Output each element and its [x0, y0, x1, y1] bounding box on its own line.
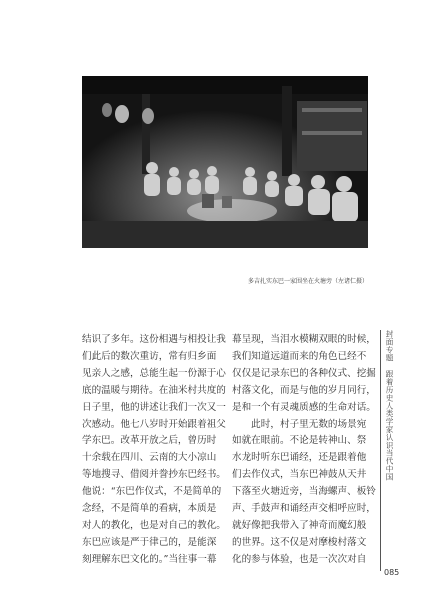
photo-caption: 多吉扎实东巴一家围坐在火塘旁（左诸仁摄）	[247, 278, 368, 285]
text-line: 如就在眼前。不论是转神山、祭	[232, 435, 367, 447]
text-line: 我们知道远道而来的角色已经不	[232, 350, 367, 362]
family-photo	[82, 76, 368, 248]
sidebar-subtitle: 跟着历史人类学家认识当代中国	[385, 370, 394, 481]
text-line: 等地搜寻、借阅并誊抄东巴经书。	[82, 469, 226, 481]
text-line: 日子里，他的讲述让我们一次又一	[82, 401, 226, 413]
sidebar-divider	[380, 330, 381, 571]
text-line: 次感动。他七八岁时开始跟着祖父	[82, 418, 226, 430]
text-line: 们此后的数次重访，常有归乡面	[82, 350, 217, 362]
photo-illustration	[82, 76, 368, 248]
text-line: 学东巴。改革开放之后，曾历时	[82, 435, 217, 447]
text-line: 下落至火塘近旁，当海螺声、板铃	[232, 486, 376, 498]
sidebar-section-label: 封面专题	[385, 330, 394, 362]
text-line: 底的温暖与期待。在油米村共度的	[82, 384, 226, 396]
text-line: 他说：“东巴作仪式，不是简单的	[82, 486, 222, 498]
text-line: 此时，村子里无数的场景宛	[232, 418, 367, 430]
text-line: 的世界。这不仅是对摩梭村落文	[232, 536, 367, 548]
text-line: 就好像把我带入了神奇而魔幻般	[232, 519, 367, 531]
text-line: 化的参与体验，也是一次次对自	[232, 553, 367, 565]
text-line: 念经，不是简单的看病，本质是	[82, 503, 217, 515]
text-line: 对人的教化，也是对自己的教化。	[82, 519, 226, 531]
text-line: 村落文化，而是与他的岁月同行，	[232, 384, 376, 396]
page-number: 085	[384, 568, 400, 577]
text-line: 结识了多年。这份相遇与相投让我	[82, 334, 226, 345]
text-line: 是和一个有灵魂质感的生命对话。	[232, 401, 376, 413]
text-line: 十余载在四川、云南的大小凉山	[82, 452, 217, 464]
text-line: 仅仅是记录东巴的各种仪式、挖掘	[232, 367, 376, 379]
text-column-right	[232, 332, 376, 569]
text-line: 们去作仪式，当东巴神鼓从天井	[232, 469, 367, 481]
text-line: 见亲人之感，总能生起一份源于心	[82, 367, 226, 379]
text-line: 幕呈现，当泪水模糊双眼的时候，	[232, 334, 376, 345]
text-line: 声、手鼓声和诵经声交相呼应时，	[232, 503, 376, 515]
text-line: 东巴应该是严于律己的，是能深	[82, 536, 217, 548]
text-line: 刻理解东巴文化的。”当往事一幕	[82, 553, 217, 565]
text-line: 水龙时听东巴诵经，还是跟着他	[232, 452, 367, 464]
sidebar-running-head	[383, 330, 395, 481]
text-column-left	[82, 332, 226, 569]
